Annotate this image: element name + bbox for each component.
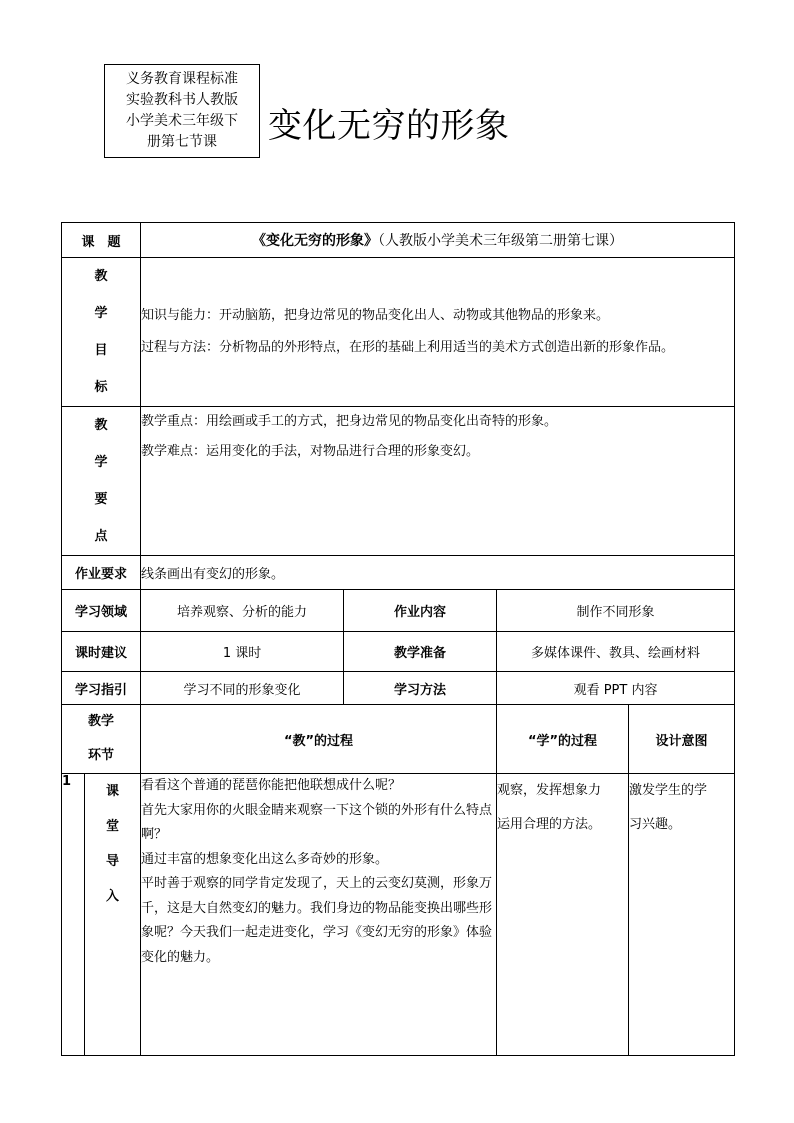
stage-name: 课 堂 导 入 xyxy=(85,774,141,1056)
preparation-value: 多媒体课件、教具、绘画材料 xyxy=(497,632,735,672)
course-info-line: 册第七节课 xyxy=(147,134,217,150)
intent-line: 习兴趣。 xyxy=(629,817,682,832)
teach-line: 通过丰富的想象变化出这么多奇妙的形象。 xyxy=(141,851,389,867)
learn-process-content xyxy=(497,774,629,1056)
guide-label: 学习指引 xyxy=(62,672,141,705)
field-label: 学习领域 xyxy=(62,590,141,632)
teach-line: 平时善于观察的同学肯定发现了，天上的云变幻莫测，形象万千，这是大自然变幻的魅力。我们身边的物品能变换出哪些形象呢？今天我们一起走进变化，学习《变幻无穷的形象》体验变化的魅力。 xyxy=(141,876,493,965)
guide-value: 学习不同的形象变化 xyxy=(141,672,344,705)
topic-title: 《变化无穷的形象》 xyxy=(252,233,379,249)
page-title: 变化无穷的形象 xyxy=(268,106,510,146)
homework-label: 作业要求 xyxy=(62,556,141,590)
key-item: 教学难点：运用变化的手法，对物品进行合理的形象变幻。 xyxy=(141,444,480,459)
learn-line: 运用合理的方法。 xyxy=(497,817,602,832)
keys-content xyxy=(141,407,735,556)
preparation-label: 教学准备 xyxy=(344,632,497,672)
goal-item: 知识与能力：开动脑筋，把身边常见的物品变化出人、动物或其他物品的形象来。 xyxy=(141,308,610,323)
field-value: 培养观察、分析的能力 xyxy=(141,590,344,632)
duration-label: 课时建议 xyxy=(62,632,141,672)
homework-content-value: 制作不同形象 xyxy=(497,590,735,632)
duration-value: 1 课时 xyxy=(141,632,344,672)
topic-cell xyxy=(141,223,735,258)
teach-line: 首先大家用你的火眼金睛来观察一下这个锁的外形有什么特点啊？ xyxy=(141,802,493,842)
topic-label: 课 题 xyxy=(62,223,141,258)
goals-label: 教 学 目 标 xyxy=(62,258,141,407)
teach-line: 看看这个普通的琵琶你能把他联想成什么呢？ xyxy=(141,778,402,793)
method-label: 学习方法 xyxy=(344,672,497,705)
design-intent-content xyxy=(629,774,735,1056)
homework-content-label: 作业内容 xyxy=(344,590,497,632)
teach-process-content xyxy=(141,774,497,1056)
course-info-box xyxy=(104,64,260,158)
course-info-line: 实验教科书人教版 xyxy=(126,92,238,108)
design-intent-header: 设计意图 xyxy=(629,705,735,774)
course-info-line: 义务教育课程标准 xyxy=(126,71,238,87)
method-value: 观看 PPT 内容 xyxy=(497,672,735,705)
learn-line: 观察，发挥想象力 xyxy=(497,783,602,798)
stage-header: 教学 环节 xyxy=(62,705,141,774)
key-item: 教学重点：用绘画或手工的方式，把身边常见的物品变化出奇特的形象。 xyxy=(141,414,558,429)
topic-suffix: （人教版小学美术三年级第二册第七课） xyxy=(378,233,624,249)
intent-line: 激发学生的学 xyxy=(629,783,708,798)
course-info-line: 小学美术三年级下 xyxy=(126,113,238,129)
keys-label: 教 学 要 点 xyxy=(62,407,141,556)
goals-content xyxy=(141,258,735,407)
stage-number: 1 xyxy=(62,774,85,1056)
homework-content: 线条画出有变幻的形象。 xyxy=(141,556,735,590)
goal-item: 过程与方法：分析物品的外形特点，在形的基础上利用适当的美术方式创造出新的形象作品。 xyxy=(141,340,675,355)
lesson-plan-table xyxy=(61,222,735,1056)
learn-process-header: “学”的过程 xyxy=(497,705,629,774)
teach-process-header: “教”的过程 xyxy=(141,705,497,774)
